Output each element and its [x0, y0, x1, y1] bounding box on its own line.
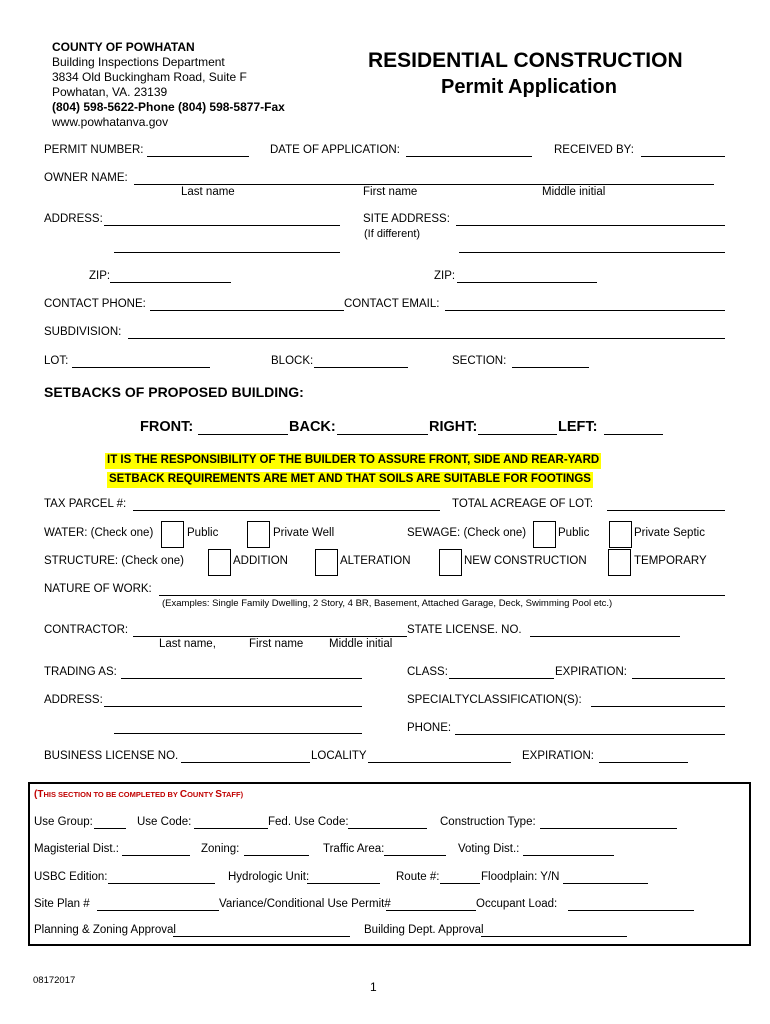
voting-dist-label: Voting Dist.: — [458, 843, 520, 855]
building-dept-approval-label: Building Dept. Approval — [364, 924, 484, 936]
setback-left-label: LEFT: — [558, 419, 598, 435]
nature-of-work-field[interactable] — [159, 595, 725, 596]
setbacks-heading: SETBACKS OF PROPOSED BUILDING: — [44, 384, 304, 400]
site-address-label: SITE ADDRESS: — [363, 213, 450, 225]
use-code-label: Use Code: — [137, 816, 192, 828]
zip-label: ZIP: — [89, 270, 111, 282]
address-label: ADDRESS: — [44, 213, 103, 225]
construction-type-field[interactable] — [540, 828, 677, 829]
locality-field[interactable] — [368, 762, 511, 763]
nature-of-work-label: NATURE OF WORK: — [44, 583, 152, 595]
occupant-load-field[interactable] — [568, 910, 694, 911]
contractor-first-name-caption: First name — [249, 638, 304, 650]
structure-addition-label: ADDITION — [233, 555, 288, 567]
address-field[interactable] — [104, 225, 340, 226]
sewage-public-label: Public — [558, 527, 590, 539]
form-revision-code: 08172017 — [33, 975, 76, 986]
lot-label: LOT: — [44, 355, 69, 367]
water-private-well-label: Private Well — [273, 527, 335, 539]
trading-as-label: TRADING AS: — [44, 666, 117, 678]
contact-email-label: CONTACT EMAIL: — [344, 298, 440, 310]
form-title: RESIDENTIAL CONSTRUCTION — [368, 49, 683, 72]
specialty-classification-label: SPECIALTYCLASSIFICATION(S): — [407, 694, 582, 706]
specialty-classification-field[interactable] — [591, 706, 725, 707]
sewage-label: SEWAGE: (Check one) — [407, 527, 527, 539]
contractor-phone-label: PHONE: — [407, 722, 452, 734]
contractor-expiration-label: EXPIRATION: — [555, 666, 627, 678]
subdivision-label: SUBDIVISION: — [44, 326, 122, 338]
sewage-public-checkbox[interactable] — [533, 521, 556, 548]
site-plan-field[interactable] — [97, 910, 219, 911]
hydrologic-unit-field[interactable] — [307, 883, 380, 884]
if-different-caption: (If different) — [364, 228, 421, 240]
traffic-area-field[interactable] — [384, 855, 446, 856]
section-label: SECTION: — [452, 355, 507, 367]
block-label: BLOCK: — [271, 355, 314, 367]
total-acreage-field[interactable] — [607, 510, 725, 511]
date-of-application-field[interactable] — [406, 156, 532, 157]
water-label: WATER: (Check one) — [44, 527, 154, 539]
contractor-middle-initial-caption: Middle initial — [329, 638, 393, 650]
contractor-address-field[interactable] — [104, 706, 362, 707]
sewage-private-septic-checkbox[interactable] — [609, 521, 632, 548]
form-subtitle: Permit Application — [441, 76, 617, 98]
setback-front-field[interactable] — [198, 434, 288, 435]
received-by-field[interactable] — [641, 156, 725, 157]
zip-field[interactable] — [110, 282, 231, 283]
fed-use-code-label: Fed. Use Code: — [268, 816, 349, 828]
setback-left-field[interactable] — [604, 434, 663, 435]
site-address-line-2-field[interactable] — [459, 252, 725, 253]
business-license-field[interactable] — [181, 762, 310, 763]
dept-phones: (804) 598-5622-Phone (804) 598-5877-Fax — [52, 100, 285, 114]
voting-dist-field[interactable] — [523, 855, 614, 856]
contractor-address-label: ADDRESS: — [44, 694, 103, 706]
owner-name-field[interactable] — [134, 184, 714, 185]
section-field[interactable] — [512, 367, 589, 368]
site-zip-label: ZIP: — [434, 270, 456, 282]
owner-middle-initial-caption: Middle initial — [542, 186, 606, 198]
contractor-phone-field[interactable] — [455, 734, 725, 735]
tax-parcel-field[interactable] — [133, 510, 440, 511]
block-field[interactable] — [314, 367, 408, 368]
site-address-field[interactable] — [456, 225, 725, 226]
route-field[interactable] — [440, 883, 480, 884]
date-of-application-label: DATE OF APPLICATION: — [270, 144, 400, 156]
site-plan-label: Site Plan # — [34, 898, 90, 910]
business-expiration-field[interactable] — [599, 762, 688, 763]
owner-last-name-caption: Last name — [181, 186, 235, 198]
setback-back-label: BACK: — [289, 419, 336, 435]
water-private-well-checkbox[interactable] — [247, 521, 270, 548]
setback-front-label: FRONT: — [140, 419, 194, 435]
state-license-field[interactable] — [530, 636, 680, 637]
contractor-last-name-caption: Last name, — [159, 638, 216, 650]
state-license-label: STATE LICENSE. NO. — [407, 624, 522, 636]
setback-right-label: RIGHT: — [429, 419, 478, 435]
use-group-label: Use Group: — [34, 816, 93, 828]
owner-first-name-caption: First name — [363, 186, 418, 198]
use-group-field[interactable] — [94, 828, 126, 829]
structure-temporary-checkbox[interactable] — [608, 549, 631, 576]
setback-back-field[interactable] — [337, 434, 428, 435]
dept-name: Building Inspections Department — [52, 55, 225, 69]
zoning-label: Zoning: — [201, 843, 240, 855]
contact-phone-field[interactable] — [150, 310, 344, 311]
setback-warning-line-2: SETBACK REQUIREMENTS ARE MET AND THAT SOILS ARE SUITABLE FOR FOOTINGS — [107, 472, 593, 488]
fed-use-code-field[interactable] — [348, 828, 427, 829]
construction-type-label: Construction Type: — [440, 816, 536, 828]
county-staff-section — [28, 782, 751, 946]
structure-alteration-checkbox[interactable] — [315, 549, 338, 576]
setback-right-field[interactable] — [478, 434, 557, 435]
contact-email-field[interactable] — [445, 310, 725, 311]
planning-zoning-approval-label: Planning & Zoning Approval — [34, 924, 176, 936]
contractor-name-field[interactable] — [133, 636, 407, 637]
use-code-field[interactable] — [194, 828, 268, 829]
traffic-area-label: Traffic Area: — [323, 843, 385, 855]
dept-address-1: 3834 Old Buckingham Road, Suite F — [52, 70, 247, 84]
structure-temporary-label: TEMPORARY — [634, 555, 707, 567]
business-expiration-label: EXPIRATION: — [522, 750, 594, 762]
permit-number-label: PERMIT NUMBER: — [44, 144, 144, 156]
floodplain-label: Floodplain: Y/N — [481, 871, 560, 883]
contractor-label: CONTRACTOR: — [44, 624, 129, 636]
structure-new-construction-checkbox[interactable] — [439, 549, 462, 576]
permit-number-field[interactable] — [147, 156, 249, 157]
tax-parcel-label: TAX PARCEL #: — [44, 498, 127, 510]
business-license-label: BUSINESS LICENSE NO. — [44, 750, 179, 762]
contractor-expiration-field[interactable] — [632, 678, 725, 679]
site-zip-field[interactable] — [457, 282, 597, 283]
structure-label: STRUCTURE: (Check one) — [44, 555, 184, 567]
floodplain-field[interactable] — [563, 883, 648, 884]
structure-addition-checkbox[interactable] — [208, 549, 231, 576]
occupant-load-label: Occupant Load: — [476, 898, 558, 910]
contact-phone-label: CONTACT PHONE: — [44, 298, 146, 310]
class-field[interactable] — [449, 678, 554, 679]
planning-zoning-approval-field[interactable] — [173, 936, 350, 937]
magisterial-dist-field[interactable] — [122, 855, 190, 856]
county-header — [52, 40, 285, 130]
subdivision-field[interactable] — [128, 338, 725, 339]
page-number: 1 — [370, 980, 377, 994]
sewage-private-septic-label: Private Septic — [634, 527, 705, 539]
trading-as-field[interactable] — [121, 678, 362, 679]
county-name: COUNTY OF POWHATAN — [52, 40, 195, 54]
total-acreage-label: TOTAL ACREAGE OF LOT: — [452, 498, 594, 510]
water-public-checkbox[interactable] — [161, 521, 184, 548]
owner-name-label: OWNER NAME: — [44, 172, 128, 184]
usbc-edition-field[interactable] — [108, 883, 215, 884]
setback-warning-line-1: IT IS THE RESPONSIBILITY OF THE BUILDER TO ASSURE FRONT, SIDE AND REAR-YARD — [105, 453, 601, 469]
nature-of-work-examples: (Examples: Single Family Dwelling, 2 Story, 4 BR, Basement, Attached Garage, Deck, Swimming Pool etc.) — [162, 598, 613, 609]
zoning-field[interactable] — [244, 855, 309, 856]
hydrologic-unit-label: Hydrologic Unit: — [228, 871, 310, 883]
class-label: CLASS: — [407, 666, 448, 678]
variance-permit-field[interactable] — [386, 910, 476, 911]
staff-section-heading: (THIS SECTION TO BE COMPLETED BY COUNTY STAFF) — [34, 789, 244, 800]
dept-address-2: Powhatan, VA. 23139 — [52, 85, 168, 99]
address-line-2-field[interactable] — [114, 252, 340, 253]
magisterial-dist-label: Magisterial Dist.: — [34, 843, 119, 855]
variance-permit-label: Variance/Conditional Use Permit# — [219, 898, 391, 910]
locality-label: LOCALITY — [311, 750, 367, 762]
building-dept-approval-field[interactable] — [481, 936, 627, 937]
received-by-label: RECEIVED BY: — [554, 144, 634, 156]
structure-new-construction-label: NEW CONSTRUCTION — [464, 555, 587, 567]
lot-field[interactable] — [72, 367, 210, 368]
structure-alteration-label: ALTERATION — [340, 555, 411, 567]
contractor-address-line-2-field[interactable] — [114, 733, 362, 734]
dept-website: www.powhatanva.gov — [52, 115, 169, 129]
usbc-edition-label: USBC Edition: — [34, 871, 108, 883]
route-label: Route #: — [396, 871, 440, 883]
water-public-label: Public — [187, 527, 219, 539]
